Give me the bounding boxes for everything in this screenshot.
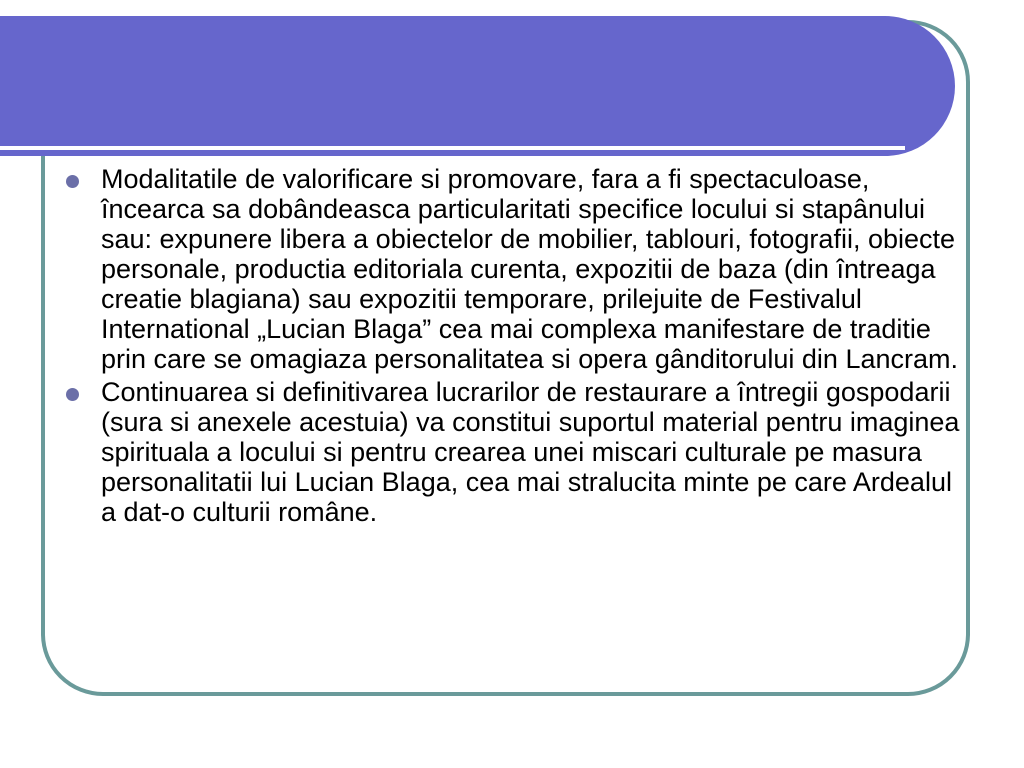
bullet-dot-icon (66, 388, 79, 401)
bullet-dot-icon (66, 175, 79, 188)
bullet-item (62, 164, 962, 374)
bullet-text: Modalitatile de valorificare si promovare, fara a fi spectaculoase, încearca sa dobândeasca particularitati specifice locului si stapânului sau: expunere libera a obiectelor de mobilier, tablouri, fotografii, obiecte personale, productia editoriala curenta, expozitii de baza (din întreaga creatie blagiana) sau expozitii temporare, prilejuite de Festivalul International „Lucian Blaga” cea mai complexa manifestare de traditie prin care se omagiaza personalitatea si opera gânditorului din Lancram. (101, 164, 958, 374)
slide-body (62, 164, 962, 530)
bullet-item (62, 377, 962, 527)
bullet-list (62, 164, 962, 527)
title-banner (0, 16, 955, 156)
banner-divider-line (0, 146, 905, 150)
bullet-text: Continuarea si definitivarea lucrarilor de restaurare a întregii gospodarii (sura si anexele acestuia) va constitui suportul material pentru imaginea spirituala a locului si pentru crearea unei miscari culturale pe masura personalitatii lui Lucian Blaga, cea mai stralucita minte pe care Ardealul a dat-o culturii române. (101, 377, 960, 527)
